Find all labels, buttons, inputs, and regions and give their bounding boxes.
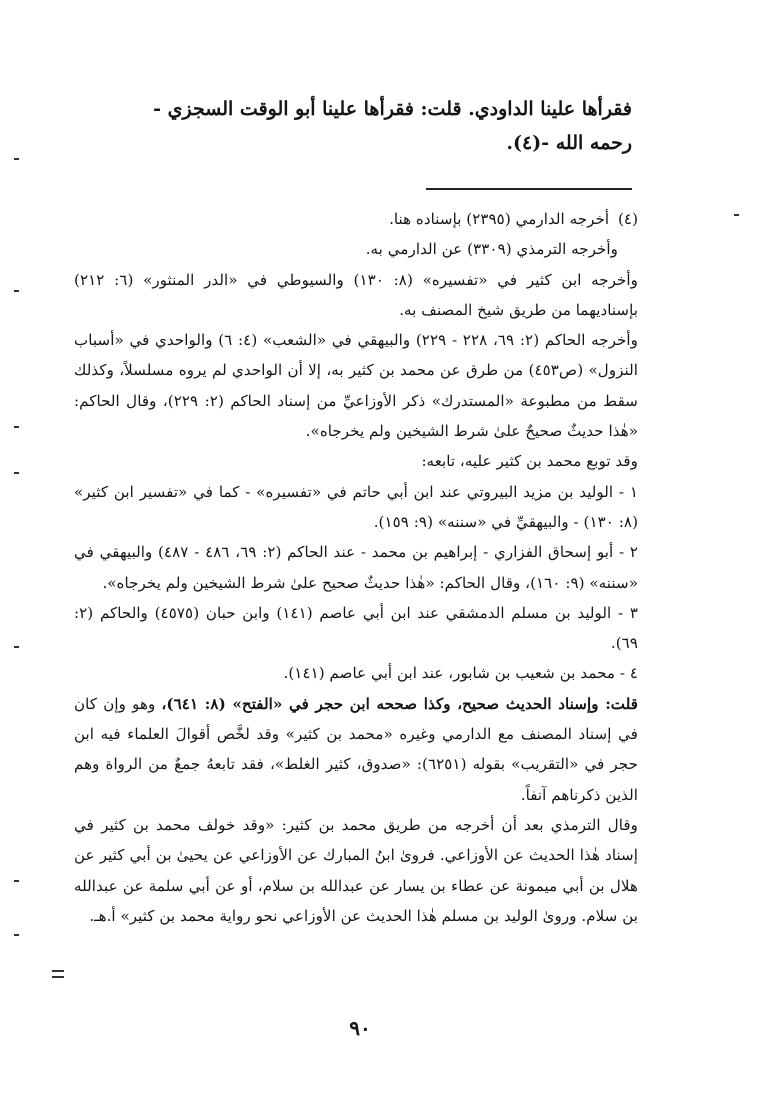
footnote-qult	[74, 689, 638, 810]
page-number: ٩٠	[349, 1016, 371, 1040]
main-text-line-2: رحمه الله -(٤).	[506, 132, 632, 154]
footnote-first-text: أخرجه الدارمي (٢٣٩٥) بإسناده هنا.	[389, 210, 610, 228]
margin-mark	[14, 646, 19, 648]
footnote-last: وقال الترمذي بعد أن أخرجه من طريق محمد بن كثير: «وقد خولف محمد بن كثير في إسناد هٰذا الحديث عن الأوزاعي. فروىٰ ابنُ المبارك عن الأوزاعي عن يحيىٰ بن أبي كثير عن هلال بن أبي ميمونة عن عطاء بن يسار عن عبدالله بن سلام، أو عن أبي سلمة عن عبدالله بن سلام. وروىٰ الوليد بن مسلم هٰذا الحديث عن الأوزاعي نحو رواية محمد بن كثير» أ.هـ.	[74, 815, 638, 925]
margin-mark	[14, 934, 19, 936]
margin-mark	[14, 290, 19, 292]
main-text	[74, 92, 632, 160]
footnote-line: ١ - الوليد بن مزيد البيروتي عند ابن أبي حاتم في «تفسيره» - كما في «تفسير ابن كثير» (٨: ١٣٠) - والبيهقيِّ في «سننه» (٩: ١٥٩).	[74, 482, 638, 531]
margin-mark	[52, 970, 64, 978]
margin-mark	[14, 426, 19, 428]
footnote-line: وأخرجه الحاكم (٢: ٦٩، ٢٢٨ - ٢٢٩) والبيهقي في «الشعب» (٤: ٦) والواحدي في «أسباب النزول» (ص٤٥٣) من طرق عن محمد بن كثير به، إلا أن الواحدي لم يروه مسلسلاً، وكذلك سقط من مطبوعة «المستدرك» ذكر الأوزاعيِّ من إسناد الحاكم (٢: ٢٢٩)، وقال الحاكم: «هٰذا حديثٌ صحيحٌ علىٰ شرط الشيخين ولم يخرجاه».	[74, 331, 638, 441]
footnote-line: وأخرجه ابن كثير في «تفسيره» (٨: ١٣٠) والسيوطي في «الدر المنثور» (٦: ٢١٢) بإسناديهما من طريق شيخ المصنف به.	[74, 270, 638, 319]
qult-rest: وهو وإن كان في إسناد المصنف مع الدارمي وغيره «محمد بن كثير» وقد لخَّص أقوالَ العلماء فيه ابن حجر في «التقريب» بقوله (٦٢٥١): «صدوق، كثير الغلط»، فقد تابعهُ جمعٌ من الرواة وهم الذين ذكرناهم آنفاً.	[74, 694, 638, 804]
margin-mark	[14, 880, 19, 882]
footnote-separator	[426, 188, 632, 190]
qult-bold: قلت: وإسناد الحديث صحيح، وكذا صححه ابن حجر في «الفتح» (٨: ٦٤١)،	[161, 694, 638, 713]
main-text-line-1: فقرأها علينا الداودي. قلت: فقرأها علينا أبو الوقت السجزي -	[153, 98, 632, 120]
footnote-line: ٣ - الوليد بن مسلم الدمشقي عند ابن أبي عاصم (١٤١) وابن حبان (٤٥٧٥) والحاكم (٢: ٦٩).	[74, 603, 638, 653]
footnote-line: ٤ - محمد بن شعيب بن شابور، عند ابن أبي عاصم (١٤١).	[283, 664, 638, 683]
footnote-line: وأخرجه الترمذي (٣٣٠٩) عن الدارمي به.	[365, 240, 618, 259]
margin-mark	[14, 158, 19, 160]
footnotes	[74, 204, 638, 931]
margin-mark	[734, 214, 739, 216]
footnote-first	[74, 204, 638, 234]
margin-mark	[14, 472, 19, 474]
footnote-number: (٤)	[617, 210, 638, 228]
footnote-line: وقد توبع محمد بن كثير عليه، تابعه:	[421, 452, 638, 471]
footnote-line: ٢ - أبو إسحاق الفزاري - إبراهيم بن محمد - عند الحاكم (٢: ٦٩، ٤٨٦ - ٤٨٧) والبيهقي في «سننه» (٩: ١٦٠)، وقال الحاكم: «هٰذا حديثٌ صحيح علىٰ شرط الشيخين ولم يخرجاه».	[74, 543, 638, 592]
